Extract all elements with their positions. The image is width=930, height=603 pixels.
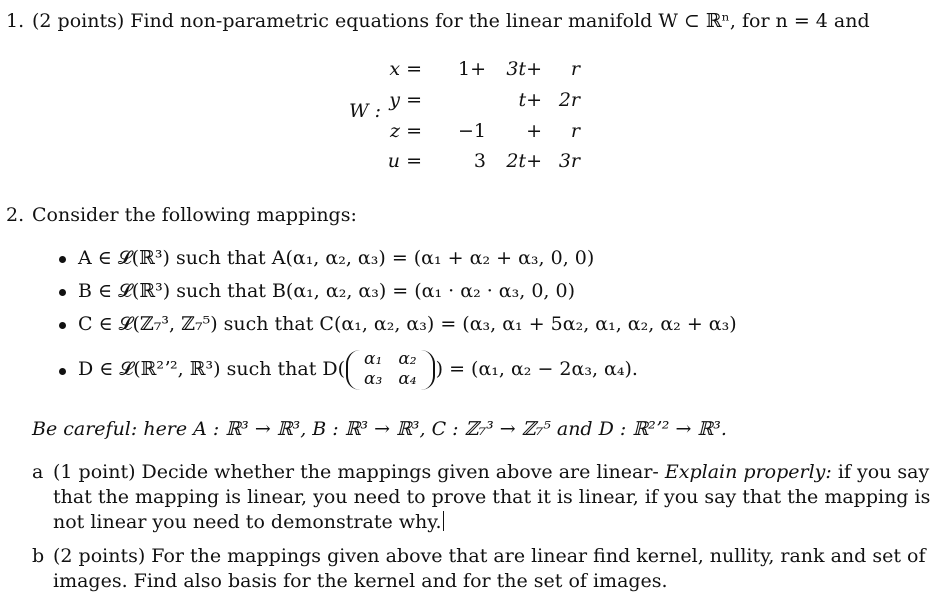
equation-term: 1+ xyxy=(457,58,486,80)
manifold-label: W : xyxy=(349,100,381,122)
equation-term: + xyxy=(526,120,542,142)
equation-term: t+ xyxy=(518,89,542,111)
mapping-a: A ∈ 𝓛(ℝ³) such that A(α₁, α₂, α₃) = (α₁ + α₂ + α₃, 0, 0) xyxy=(78,247,595,269)
part-a-emphasis: Explain properly: xyxy=(664,461,832,483)
equation-row xyxy=(380,120,590,144)
equation-row xyxy=(380,89,590,113)
bullet-icon xyxy=(59,368,66,375)
equation-lhs: u = xyxy=(387,150,422,172)
equation-term: −1 xyxy=(457,120,486,142)
part-a-line-2: that the mapping is linear, you need to prove that it is linear, if you say that the mapping is xyxy=(53,486,930,508)
matrix xyxy=(346,350,435,389)
equation-term: 3t+ xyxy=(506,58,542,80)
equation-term: 2r xyxy=(558,89,580,111)
text-cursor xyxy=(443,511,444,531)
question-2-intro: Consider the following mappings: xyxy=(32,204,357,226)
equation-row xyxy=(380,58,590,82)
equation-term: 3r xyxy=(558,150,580,172)
matrix-cell: α₁ xyxy=(364,349,383,370)
equation-term: r xyxy=(570,58,580,80)
matrix-cell: α₃ xyxy=(364,369,383,389)
question-1-number: 1. xyxy=(6,10,25,32)
matrix-cell: α₄ xyxy=(398,369,417,389)
mapping-d xyxy=(78,344,638,394)
bullet-icon xyxy=(59,256,66,263)
part-a-label: a xyxy=(32,461,44,483)
part-b-line-2: images. Find also basis for the kernel and for the set of images. xyxy=(53,570,668,592)
mapping-b: B ∈ 𝓛(ℝ³) such that B(α₁, α₂, α₃) = (α₁ · α₂ · α₃, 0, 0) xyxy=(78,280,575,302)
part-a-text: if you say xyxy=(831,461,930,483)
equation-lhs: y = xyxy=(389,89,422,111)
equation-lhs: z = xyxy=(390,120,422,142)
part-b-label: b xyxy=(32,545,45,567)
equation-row xyxy=(380,150,590,174)
equation-lhs: x = xyxy=(389,58,422,80)
matrix-cell: α₂ xyxy=(398,349,417,370)
part-a-line-3 xyxy=(53,511,444,535)
part-b-line-1: (2 points) For the mappings given above that are linear find kernel, nullity, rank and set of xyxy=(53,545,926,567)
bullet-icon xyxy=(59,322,66,329)
mapping-c: C ∈ 𝓛(ℤ₇³, ℤ₇⁵) such that C(α₁, α₂, α₃) = (α₃, α₁ + 5α₂, α₁, α₂, α₂ + α₃) xyxy=(78,313,737,335)
equation-term: 2t+ xyxy=(506,150,542,172)
question-2-number: 2. xyxy=(6,204,25,226)
question-1-text: (2 points) Find non-parametric equations for the linear manifold W ⊂ ℝⁿ, for n = 4 and xyxy=(32,10,870,32)
mapping-d-suffix: ) = (α₁, α₂ − 2α₃, α₄). xyxy=(435,358,638,380)
note: Be careful: here A : ℝ³ → ℝ³, B : ℝ³ → ℝ³, C : ℤ₇³ → ℤ₇⁵ and D : ℝ²ʼ² → ℝ³. xyxy=(32,418,727,440)
equation-term: r xyxy=(570,120,580,142)
equation-term: 3 xyxy=(473,150,486,172)
part-a-text: (1 point) Decide whether the mappings given above are linear- xyxy=(53,461,665,483)
bullet-icon xyxy=(59,289,66,296)
part-a-text: not linear you need to demonstrate why. xyxy=(53,511,442,533)
part-a-line-1 xyxy=(53,461,929,485)
mapping-d-prefix: D ∈ 𝓛(ℝ²ʼ², ℝ³) such that D( xyxy=(78,358,346,380)
